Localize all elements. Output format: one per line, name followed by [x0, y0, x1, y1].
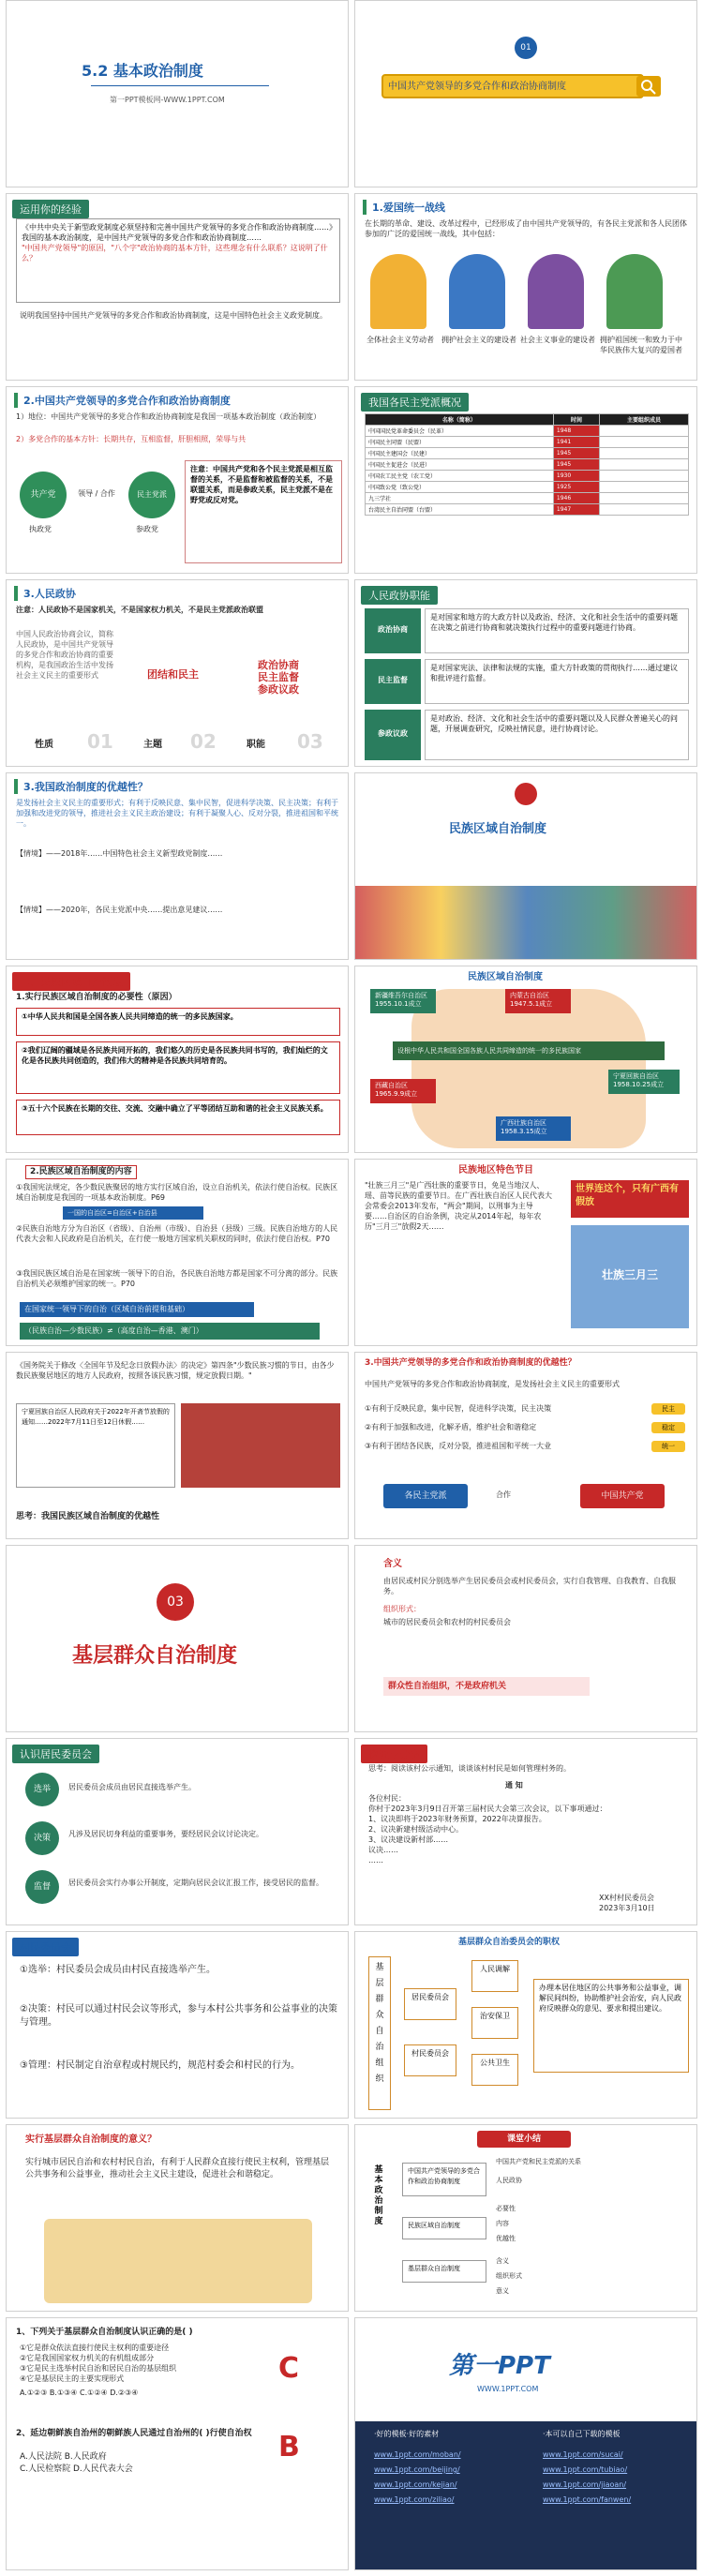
- slide-meaning: 含义 由居民或村民分别选举产生居民委员会或村民委员会，实行自我管理、自我教育、自我服务。 组织形式： 城市的居民委员会和农村的村民委员会 群众性自治组织，不是政府机关: [354, 1545, 697, 1732]
- link[interactable]: www.1ppt.com/ziliao/: [374, 2495, 455, 2504]
- slide-tag: 探究与分享: [361, 1745, 427, 1763]
- slide-united-front: 1.爱国统一战线 在长期的革命、建设、改革过程中，已经形成了由中国共产党领导的，有各民主党派和各人民团体参加的广泛的爱国统一战线，其中包括： 全体社会主义劳动者 拥护社会主义的建设者 社会主义事业的建设者 拥护祖国统一和致力于中华民族伟大复兴的爱国者: [354, 193, 697, 381]
- slide-autonomy-map: 民族区域自治制度 新疆维吾尔自治区 1955.10.1成立 内蒙古自治区 1947.5.1成立 宁夏回族自治区 1958.10.25成立 西藏自治区 1965.9.9成立 广西壮族自治区 1958.3.15成立 设根中华人民共和国全国各族人民共同缔造的统一的多民族国家: [354, 966, 697, 1153]
- logo: 第一PPT: [449, 2352, 550, 2380]
- slide-heading: 3.人民政协: [14, 586, 76, 601]
- slide-explore: 探究与分享 思考：阅读该村公示通知，谈谈该村村民是如何管理村务的。 通 知 各位村民： 你村于2023年3月9日召开第三届村民大会第三次会议，以下事项通过： 1、议决即将于2023年财务预算，2022年决算报告。 2、议决新建村级活动中心。 3、议决建设新村部…… 议决…… …… XX村村民委员会 2023年3月10日: [354, 1738, 697, 1925]
- slide-festival: 民族地区特色节目 "壮族三月三"是广西壮族的重要节日，免是当地汉人、瑶、苗等民族的重要节日。在广西壮族自治区人民代表大会常委会2013年发布，"两会"期间，以刑事为主导要……自治区的自治条例，决定从2014年起，每年农历"三月三"放假2天…… 世界连这个，只有广西有假放 壮族三月三: [354, 1159, 697, 1346]
- slide-regional-autonomy: 民族区域自治制度: [354, 772, 697, 960]
- slide-cppcc: 3.人民政协 注意：人民政协不是国家机关，不是国家权力机关，不是民主党派政治联盟 中国人民政治协商会议，简称人民政协，是中国共产党领导的多党合作和政治协商的重要机构，是我国政治生活中发扬社会主义民主的重要形式 团结和民主 政治协商 民主监督 参政议政 性质 01 主题 02 职能 03: [6, 579, 349, 767]
- link[interactable]: www.1ppt.com/jiaoan/: [543, 2480, 627, 2489]
- worker-figure-icon: [370, 254, 426, 329]
- slide-tag: 我国各民主党派概况: [361, 393, 469, 412]
- answer-1: C: [278, 2352, 300, 2385]
- table-row: 中国民主建国会（民建） 1945: [366, 448, 689, 459]
- slide-heading: 2.中国共产党领导的多党合作和政治协商制度: [14, 393, 231, 408]
- slide-committee-powers: 基层群众自治委员会的职权 基 层 群 众 自 治 组 织 居民委员会 村民委员会 人民调解 治安保卫 公共卫生 办理本居住地区的公共事务和公益事业，调解民间纠纷，协助维护社会治安，向人民政府反映群众的意见、要求和提出建议。: [354, 1931, 697, 2119]
- note-box: 注意：中国共产党和各个民主党派是相互监督的关系，不是监督和被监督的关系，不是联盟关系，而是参政关系，民主党派不是在野党或反对党。: [185, 460, 342, 563]
- slide-autonomy-necessity: 二、民族区域自治制度 1.实行民族区域自治制度的必要性（原因） ①中华人民共和国是全国各族人民共同缔造的统一的多民族国家。 ②我们辽阔的疆域是各民族共同开拓的，我们悠久的历史是各民族共同书写的，我们灿烂的文化是各民族共同创造的，我们伟大的精神是各民族共同培育的。 ③五十六个民族在长期的交往、交流、交融中确立了平等团结互助和谐的社会主义民族关系。: [6, 966, 349, 1153]
- subtitle: 第一PPT模板网-WWW.1PPT.COM: [110, 96, 225, 104]
- slide-autonomy-benefit: 《国务院关于修改〈全国年节及纪念日放假办法〉的决定》第四条"少数民族习惯的节日，由各少数民族聚居地区的地方人民政府，按照各该民族习惯，规定放假日期。" 宁夏回族自治区人民政府关于2022年开斋节放假的通知……2022年7月11日至12日休假…… 思考：我国民族区域自治制度的优越性: [6, 1352, 349, 1539]
- slide-superiority: 3.我国政治制度的优越性？ 是发扬社会主义民主的重要形式；有利于反映民意、集中民智，促进科学决策、民主决策；有利于加强和改进党的领导，推进社会主义民主政治建设；有利于凝聚人心、反对分裂，推进祖国和平统一。 【情境】——2018年……中国特色社会主义新型政党制度…… 【情境】——2020年，各民主党派中央……提出意见建议……: [6, 772, 349, 960]
- link[interactable]: www.1ppt.com/moban/: [374, 2450, 461, 2459]
- link[interactable]: www.1ppt.com/sucai/: [543, 2450, 623, 2459]
- slide-section-03: 03 基层群众自治制度: [6, 1545, 349, 1732]
- slide-title: [6, 0, 349, 187]
- slide-credits: 第一PPT WWW.1PPT.COM ·好的模板·好的素材 ·本可以自己下载的模板 www.1ppt.com/moban/ www.1ppt.com/sucai/ www.1ppt.com/beijing/ www.1ppt.com/tubiao/ www.1ppt.com/kejian/ www.1ppt.com/jiaoan/ www.1ppt.com/ziliao/ www.1ppt.com/fanwen/: [354, 2317, 697, 2570]
- table-row: 中国致公党（致公党） 1925: [366, 482, 689, 493]
- link[interactable]: www.1ppt.com/fanwen/: [543, 2495, 632, 2504]
- united-front-text: 在长期的革命、建设、改革过程中，已经形成了由中国共产党领导的，有各民主党派和各人民团体参加的广泛的爱国统一战线，其中包括：: [365, 219, 687, 238]
- answer-2: B: [278, 2431, 300, 2464]
- professional-figure-icon: [528, 254, 584, 329]
- slide-autonomy-content: 2.民族区域自治制度的内容 ①我国宪法规定，各少数民族聚居的地方实行区域自治，设立自治机关，依法行使自治权。民族区域自治制度是我国的一项基本政治制度。P69 一国的自治区=自治区+自治县 ②民族自治地方分为自治区（省级）、自治州（市级）、自治县（县级）三级。民族自治地方的人民代表大会和人民政府是自治机关，在行使一般地方国家机关职权的同时，依法行使自治权。P70 ③我国民族区域自治是在国家统一领导下的自治，各民族自治地方都是国家不可分离的部分。民族自治机关必须维护国家的统一。P70 在国家统一领导下的自治（区域自治前提和基础） （民族自治—少数民族）≠（高度自治—香港、澳门）: [6, 1159, 349, 1346]
- table-row: 中国民主同盟（民盟） 1941: [366, 437, 689, 448]
- table-row: 台湾民主自治同盟（台盟） 1947: [366, 504, 689, 516]
- festival-photo: [181, 1403, 340, 1488]
- community-illustration: [44, 2219, 312, 2303]
- festival-photo: 壮族三月三: [571, 1225, 689, 1328]
- people-photo: [355, 886, 697, 960]
- slide-tag: 人民政协职能: [361, 586, 438, 605]
- slide-villagers-committee: 村民委员会 ①选举：村民委员会成员由村民直接选举产生。 ②决策：村民可以通过村民会议等形式，参与本村公共事务和公益事业的决策与管理。 ③管理：村民制定自治章程或村规民约，规范村委会和村民的行为。: [6, 1931, 349, 2119]
- slide-tag: 认识居民委员会: [12, 1745, 99, 1763]
- slide-experience: [6, 193, 349, 381]
- cpc-circle: 共产党: [20, 472, 67, 518]
- table-row: 中国民主促进会（民进） 1945: [366, 459, 689, 471]
- section-search-bar[interactable]: 中国共产党领导的多党合作和政治协商制度: [381, 74, 644, 98]
- relation-arrow: 领导 / 合作: [78, 489, 115, 498]
- search-icon[interactable]: [636, 76, 661, 97]
- table-row: 中国农工民主党（农工党） 1930: [366, 471, 689, 482]
- answer-text: 说明我国坚持中国共产党领导的多党合作和政治协商制度，这是中国特色社会主义政党制度。: [20, 311, 327, 320]
- slide-multiparty: 2.中国共产党领导的多党合作和政治协商制度 1）地位：中国共产党领导的多党合作和政治协商制度是我国一项基本政治制度（政治制度） 2）多党合作的基本方针：长期共存，互相监督，肝胆相照，荣辱与共 共产党 执政党 领导 / 合作 民主党派 参政党 注意：中国共产党和各个民主党派是相互监督的关系，不是监督和被监督的关系，不是联盟关系，而是参政关系，民主党派不是在野党或反对党。: [6, 386, 349, 574]
- slide-quiz: 1、下列关于基层群众自治制度认识正确的是( ) ①它是群众依法直接行使民主权利的重要途径 ②它是我国国家权力机关的有机组成部分 ③它是民主选举村民自治和居民自治的基层组织 ④它是基层民主的主要实现形式 A.①②③ B.①③④ C.①②④ D.②③④ C 2、延边朝鲜族自治州的朝鲜族人民通过自治州的( )行使自治权 A.人民法院 B.人民政府 C.人民检察院 D.人民代表大会 B: [6, 2317, 349, 2570]
- parties-table: 名称（简称） 时间 主要组织成员 中国国民党革命委员会（民革） 1948 中国民主同盟（民盟） 1941 中国民主建国会（民建） 1945 中国民主促进会（民进） 1945 中国农工民主党（农工党） 1930 中国致公党（致公党） 1925 九三学社 1946 台湾民主自治同盟（台盟） 1947: [365, 413, 689, 516]
- quote-box: 《中共中央关于新型政党制度必须坚持和完善中国共产党领导的多党合作和政治协商制度……》我国的基本政治制度，是中国共产党领导的多党合作和政治协商制度…… "中国共产党领导"的原因，"八个字"政治协商的基本方针，这些理念有什么联系？这说明了什么？: [16, 218, 340, 303]
- slide-tag: 村民委员会: [12, 1938, 79, 1956]
- table-row: 九三学社 1946: [366, 493, 689, 504]
- slide-heading: 3.我国政治制度的优越性？: [14, 779, 148, 794]
- patriot-figure-icon: [606, 254, 663, 329]
- slide-heading: 1.爱国统一战线: [363, 200, 445, 215]
- slide-parties-table: [354, 386, 697, 574]
- builder-figure-icon: [449, 254, 505, 329]
- slide-residents-committee: 认识居民委员会 选举 居民委员会成员由居民直接选举产生。 决策 凡涉及居民切身利益的重要事务，要经居民会议讨论决定。 监督 居民委员会实行办事公开制度，定期向居民会议汇报工作，接受居民的监督。: [6, 1738, 349, 1925]
- slide-significance: 实行基层群众自治制度的意义？ 实行城市居民自治和农村村民自治，有利于人民群众直接行使民主权利，管理基层公共事务和公益事业，推动社会主义民主建设，促进社会和谐稳定。: [6, 2124, 349, 2312]
- section-number: 01: [515, 37, 537, 59]
- slide-cppcc-functions: 人民政协职能 政治协商 是对国家和地方的大政方针以及政治、经济、文化和社会生活中的重要问题在决策之前进行协商和就决策执行过程中的重要问题进行协商。 民主监督 是对国家宪法、法律和法规的实施，重大方针政策的贯彻执行……通过建议和批评进行监督。 参政议政 是对政治、经济、文化和社会生活中的重要问题以及人民群众普遍关心的问题，开展调查研究，反映社情民意，进行协商讨论。: [354, 579, 697, 767]
- page-title: 5.2 基本政治制度: [82, 62, 203, 80]
- link[interactable]: www.1ppt.com/tubiao/: [543, 2465, 628, 2474]
- link[interactable]: www.1ppt.com/kejian/: [374, 2480, 457, 2489]
- table-row: 中国国民党革命委员会（民革） 1948: [366, 426, 689, 437]
- slide-tag: 二、民族区域自治制度: [12, 972, 130, 991]
- slide-summary: 课堂小结 基本政治制度 中国共产党领导的多党合作和政治协商制度 民族区域自治制度 基层群众自治制度 中国共产党和民主党派的关系 人民政协 必要性 内容 优越性 含义 组织形式 意义: [354, 2124, 697, 2312]
- slide-tag: 运用你的经验: [12, 200, 89, 218]
- parties-circle: 民主党派: [128, 472, 175, 518]
- slide-advantages: 3.中国共产党领导的多党合作和政治协商制度的优越性？ 中国共产党领导的多党合作和政治协商制度，是发扬社会主义民主的重要形式 ①有利于反映民意，集中民智，促进科学决策，民主决策 民主 ②有利于加强和改进，化解矛盾，维护社会和谐稳定 稳定 ③有利于团结各民族，反对分裂，推进祖国和平统一大业 统一 各民主党派 合作 中国共产党: [354, 1352, 697, 1539]
- slide-section-01: [354, 0, 697, 187]
- emblem-icon: [515, 783, 537, 805]
- link[interactable]: www.1ppt.com/beijing/: [374, 2465, 460, 2474]
